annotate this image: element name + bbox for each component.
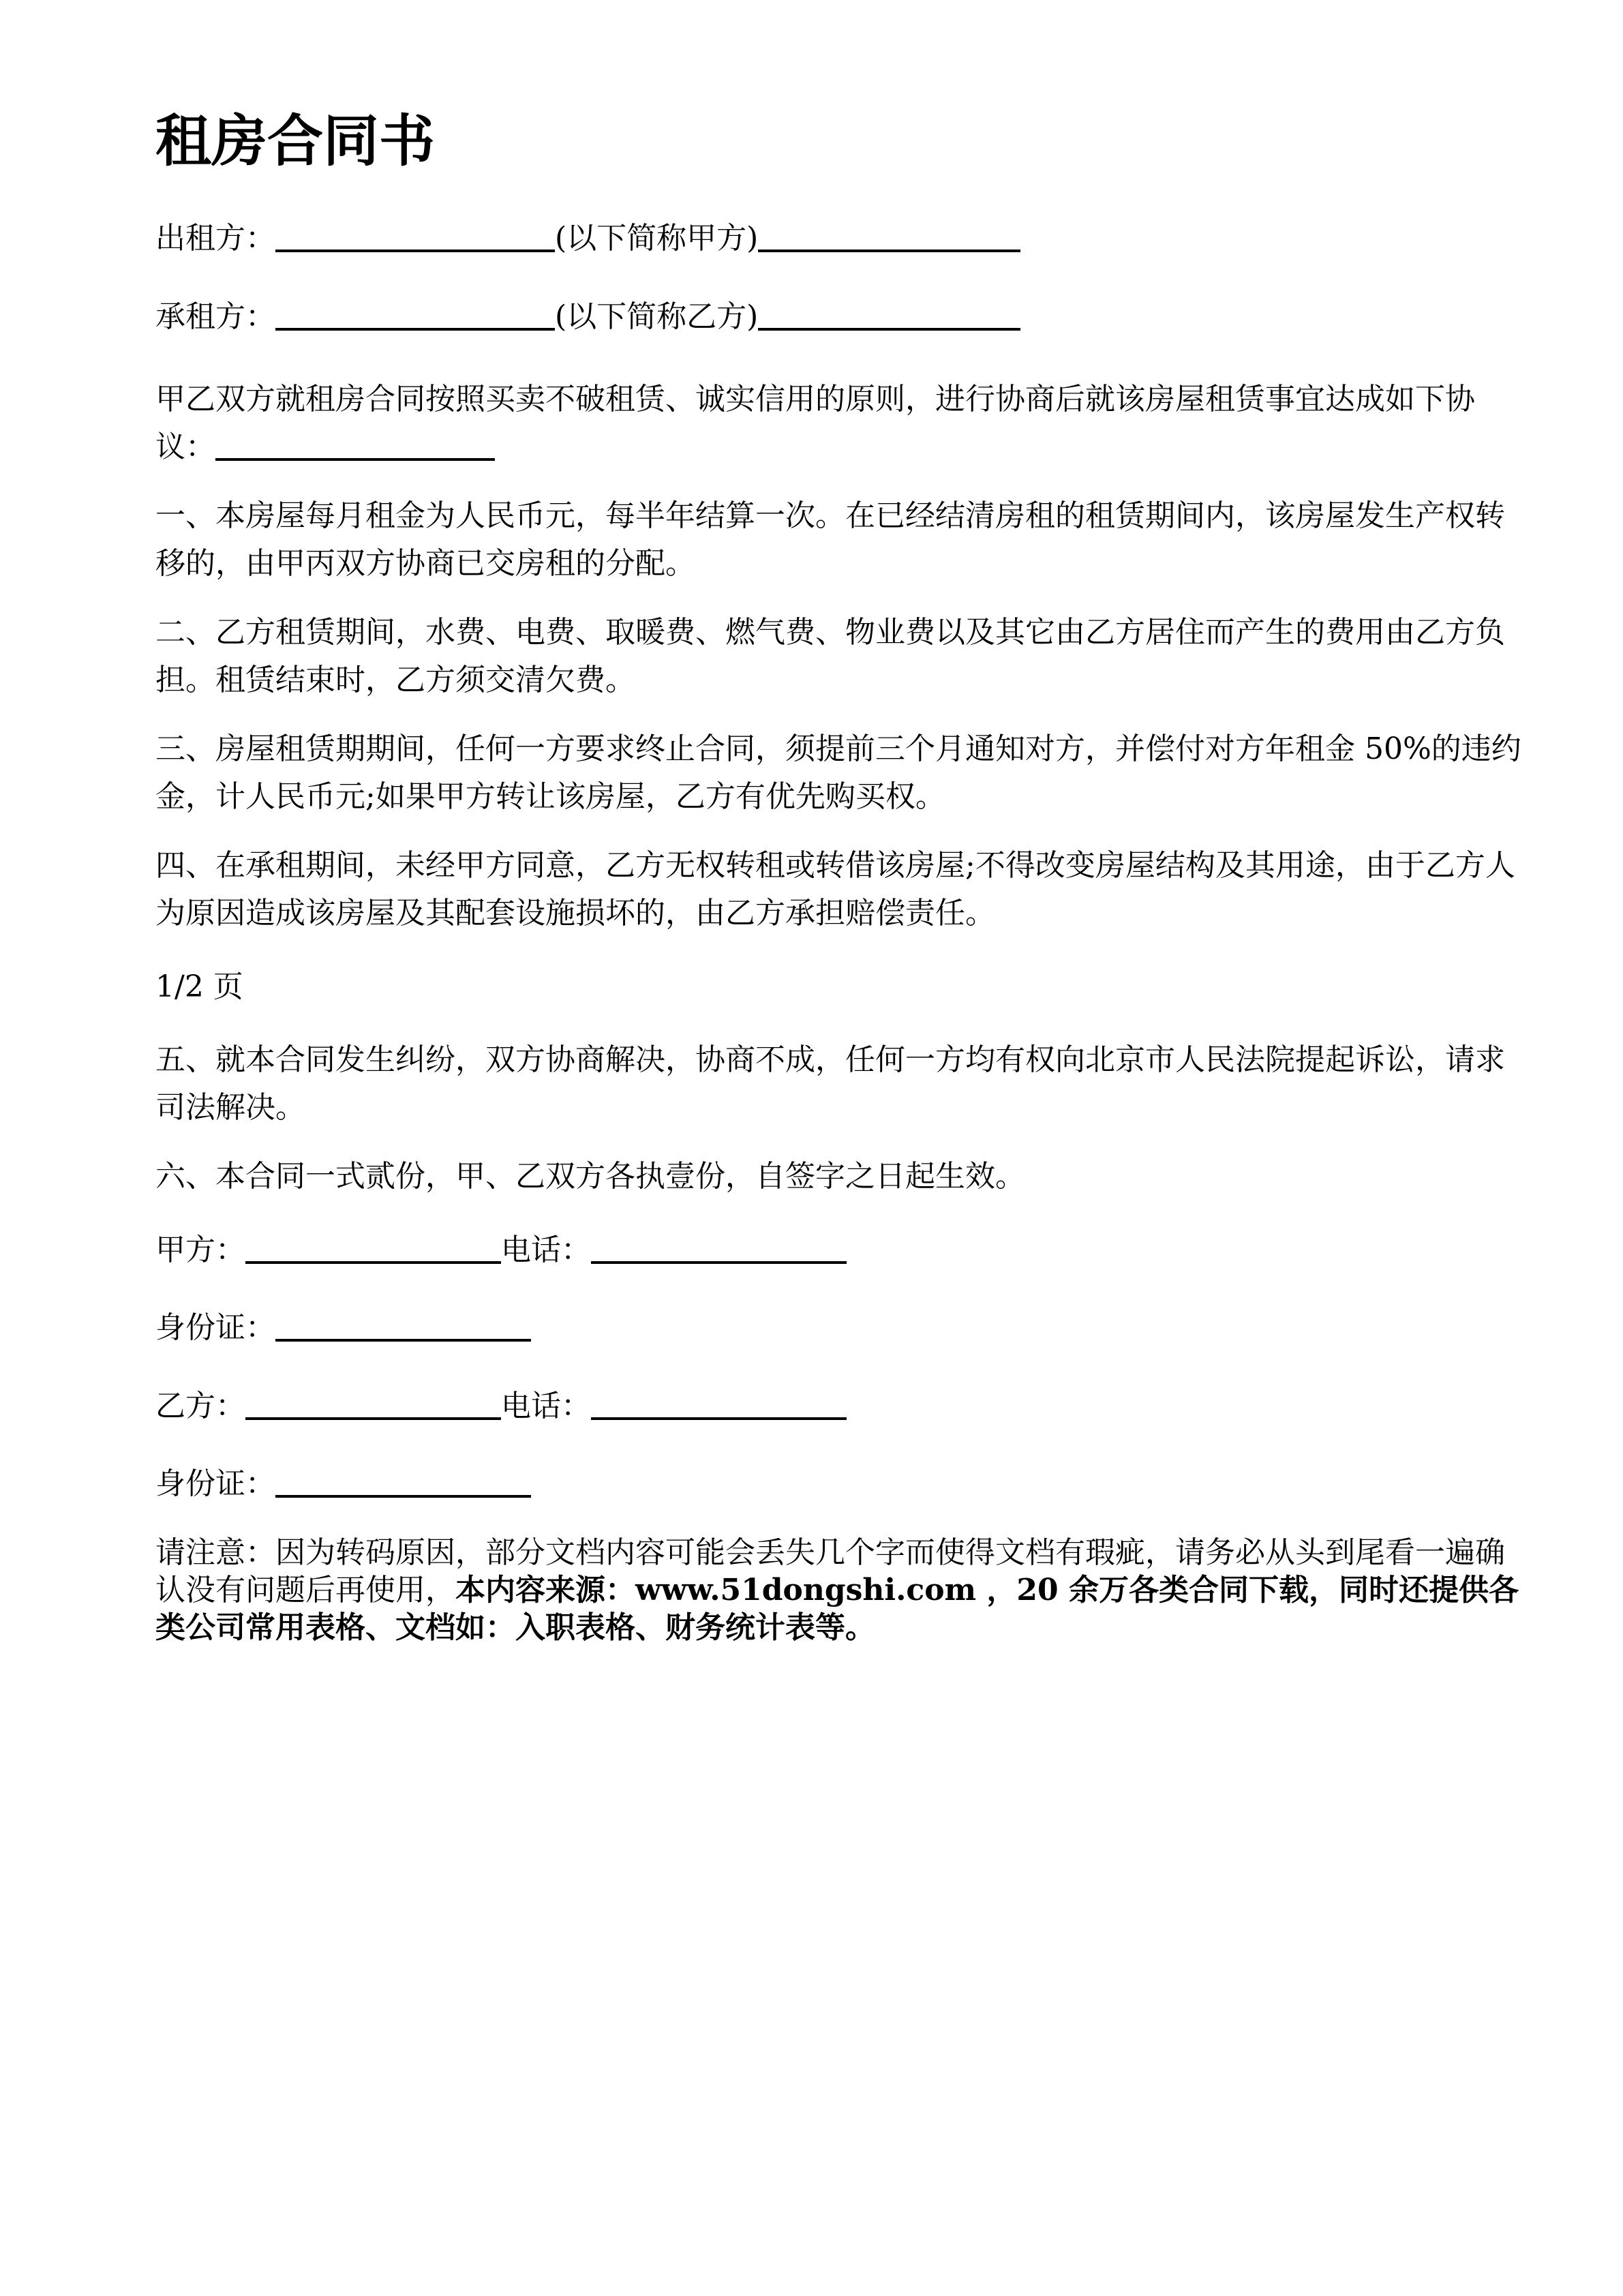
intro-text: 甲乙双方就租房合同按照买卖不破租赁、诚实信用的原则，进行协商后就该房屋租赁事宜达成如下协议： — [155, 382, 1475, 464]
clause-3: 三、房屋租赁期期间，任何一方要求终止合同，须提前三个月通知对方，并偿付对方年租金 50%的违约金，计人民币元;如果甲方转让该房屋，乙方有优先购买权。 — [155, 731, 1521, 814]
page-number: 1/2 页 — [155, 969, 243, 1004]
clause-2: 二、乙方租赁期间，水费、电费、取暖费、燃气费、物业费以及其它由乙方居住而产生的费用由乙方负担。租赁结束时，乙方须交清欠费。 — [155, 615, 1505, 697]
party-a-signature-line — [155, 1231, 847, 1269]
clause-5: 五、就本合同发生纠纷，双方协商解决，协商不成，任何一方均有权向北京市人民法院提起诉讼，请求司法解决。 — [155, 1042, 1505, 1125]
party-a-id-line — [155, 1309, 531, 1347]
party-a-label: 甲方： — [155, 1233, 245, 1267]
party-b-phone-label: 电话： — [501, 1389, 591, 1423]
party-b-blank — [245, 1387, 501, 1420]
lessee-line — [155, 298, 1020, 336]
lessor-abbreviation: (以下简称甲方) — [555, 221, 759, 256]
party-b-signature-line — [155, 1387, 847, 1425]
party-a-phone-label: 电话： — [501, 1233, 591, 1267]
lessor-label: 出租方： — [155, 221, 275, 256]
document-title: 租房合同书 — [155, 109, 436, 174]
party-b-label: 乙方： — [155, 1389, 245, 1423]
party-b-phone-blank — [591, 1387, 847, 1420]
notice-text: 请注意：因为转码原因，部分文档内容可能会丢失几个字而使得文档有瑕疵，请务必从头到尾看一遍确认没有问题后再使用， — [155, 1535, 1505, 1607]
clause-1: 一、本房屋每月租金为人民币元，每半年结算一次。在已经结清房租的租赁期间内，该房屋发生产权转移的，由甲丙双方协商已交房租的分配。 — [155, 498, 1505, 581]
party-a-id-label: 身份证： — [155, 1310, 275, 1345]
party-b-id-blank — [275, 1465, 531, 1498]
lessee-abbreviation: (以下简称乙方) — [555, 299, 759, 334]
notice-source-text: 本内容来源：www.51dongshi.com ，20 余万各类合同下载，同时还提供各类公司常用表格、文档如：入职表格、财务统计表等。 — [155, 1573, 1519, 1645]
notice-paragraph — [155, 1534, 1526, 1646]
intro-blank — [215, 428, 495, 461]
lessor-name-blank — [275, 220, 555, 252]
lessee-name-blank — [275, 298, 555, 331]
lessee-extra-blank — [758, 298, 1020, 331]
party-a-id-blank — [275, 1309, 531, 1342]
party-b-id-line — [155, 1465, 531, 1503]
clause-6: 六、本合同一式贰份，甲、乙双方各执壹份，自签字之日起生效。 — [155, 1159, 1025, 1194]
lessee-label: 承租方： — [155, 299, 275, 334]
clause-4: 四、在承租期间，未经甲方同意，乙方无权转租或转借该房屋;不得改变房屋结构及其用途，由于乙方人为原因造成该房屋及其配套设施损坏的，由乙方承担赔偿责任。 — [155, 848, 1515, 931]
party-b-id-label: 身份证： — [155, 1466, 275, 1501]
party-a-blank — [245, 1231, 501, 1264]
lessor-line — [155, 220, 1020, 258]
party-a-phone-blank — [591, 1231, 847, 1264]
intro-paragraph — [155, 376, 1526, 471]
lessor-extra-blank — [758, 220, 1020, 252]
